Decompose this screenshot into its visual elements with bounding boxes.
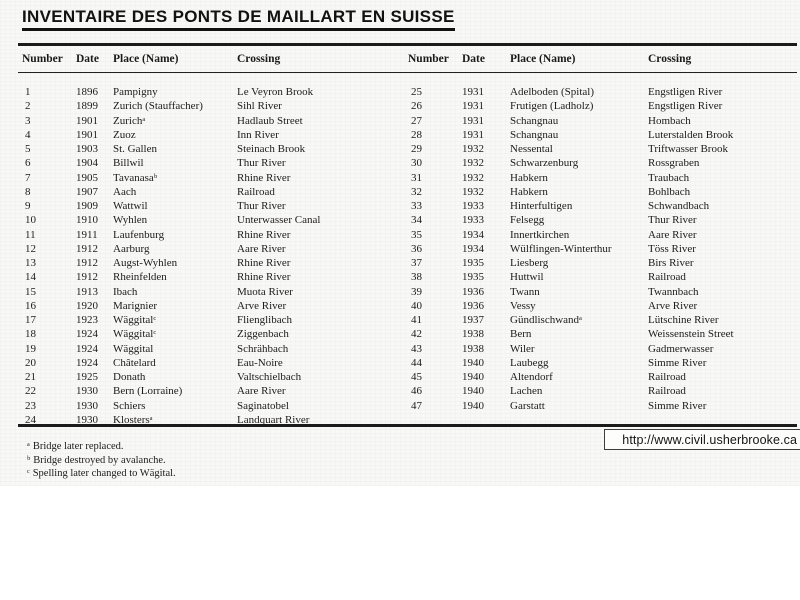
cell-date: 1912 [76,271,98,284]
cell-number: 2 [25,100,31,113]
cell-crossing: Rossgraben [648,157,700,170]
footnote-text: Bridge destroyed by avalanche. [33,454,166,466]
table-row [18,185,404,199]
cell-place: Wäggital [113,342,154,355]
cell-date: 1933 [462,200,484,212]
cell-place: Schiers [113,399,146,412]
cell-date: 1913 [76,285,98,298]
cell-number: 23 [25,399,36,412]
cell-date: 1940 [462,385,484,398]
cell-number: 8 [25,185,31,198]
cell-date: 1931 [462,86,484,98]
cell-number: 12 [25,242,36,255]
table-row [18,142,404,156]
cell-date: 1904 [76,157,98,170]
cell-date: 1924 [76,342,98,355]
cell-crossing: Muota River [237,285,293,298]
cell-place: Marignier [113,299,157,312]
table-row [404,327,797,341]
cell-crossing: Rhine River [237,171,291,184]
cell-place: Aach [113,185,137,198]
cell-number: 22 [25,385,36,398]
cell-place: Adelboden (Spital) [510,86,595,98]
cell-number: 29 [411,143,422,155]
table-row [18,156,404,170]
table-row [18,313,404,327]
table-row [404,270,797,284]
cell-crossing: Rhine River [237,271,291,284]
cell-place: Wülflingen-Winterthur [510,242,612,255]
cell-crossing: Le Veyron Brook [237,86,314,98]
cell-crossing: Inn River [237,128,279,141]
table-header-right-group [404,53,797,65]
cell-date: 1923 [76,314,98,326]
column-header-crossing: Crossing [237,53,281,65]
table-row [18,270,404,284]
cell-place: Wattwil [113,200,148,212]
footnotes [27,440,176,481]
table-row [404,242,797,256]
cell-number: 41 [411,314,422,326]
column-header-date: Date [76,53,99,65]
cell-crossing: Birs River [648,257,694,269]
cell-date: 1930 [76,385,98,398]
cell-crossing: Simme River [648,356,707,369]
table-rows-left [18,85,404,427]
page-title: INVENTAIRE DES PONTS DE MAILLART EN SUISSE [22,7,455,31]
cell-place: Pampigny [113,86,158,98]
cell-date: 1932 [462,171,484,184]
cell-crossing: Twannbach [648,285,699,298]
cell-date: 1920 [76,299,98,312]
table-row [18,285,404,299]
cell-place: Zuoz [113,128,136,141]
cell-date: 1936 [462,285,484,298]
footnote-text: Bridge later replaced. [32,441,124,452]
cell-place: Schwarzenburg [510,157,579,170]
cell-date: 1940 [462,399,484,412]
cell-crossing: Schrähbach [237,342,289,355]
footnote-marker: ᶜ [27,468,30,479]
cell-date: 1935 [462,271,484,284]
cell-number: 24 [25,413,36,426]
table-body [18,73,797,427]
cell-number: 11 [25,228,36,241]
cell-place: Augst-Wyhlen [113,257,178,269]
cell-date: 1938 [462,342,484,355]
cell-number: 44 [411,356,422,369]
cell-date: 1930 [76,399,98,412]
table-row [18,399,404,413]
cell-place: Châtelard [113,356,156,369]
cell-place: Klostersᵃ [113,413,153,426]
source-url-link[interactable]: http://www.civil.usherbrooke.ca [622,432,797,447]
cell-crossing: Rhine River [237,228,291,241]
cell-date: 1925 [76,371,98,383]
cell-crossing: Triftwasser Brook [648,143,728,155]
cell-crossing: Flienglibach [237,314,292,326]
cell-number: 39 [411,285,422,298]
table-row [18,213,404,227]
cell-number: 13 [25,257,36,269]
cell-place: Rheinfelden [113,271,167,284]
cell-date: 1899 [76,100,98,113]
table-row [18,256,404,270]
cell-date: 1911 [76,228,98,241]
cell-place: Ibach [113,285,138,298]
bridge-inventory-table [18,43,797,427]
table-rows-right [404,85,797,413]
cell-date: 1938 [462,328,484,341]
cell-number: 28 [411,128,422,141]
cell-place: St. Gallen [113,143,157,155]
cell-crossing: Arve River [648,299,698,312]
cell-place: Altendorf [510,371,553,383]
cell-number: 43 [411,342,422,355]
cell-place: Zurichᵃ [113,114,146,127]
footnote-marker: ᵇ [27,454,31,466]
cell-place: Aarburg [113,242,150,255]
column-header-place: Place (Name) [113,53,179,65]
table-row [18,114,404,128]
table-row [404,256,797,270]
cell-date: 1934 [462,242,484,255]
table-row [404,85,797,99]
cell-crossing: Weissenstein Street [648,328,734,341]
cell-number: 15 [25,285,36,298]
cell-number: 4 [25,128,31,141]
cell-date: 1931 [462,128,484,141]
cell-date: 1932 [462,185,484,198]
cell-place: Billwil [113,157,144,170]
cell-date: 1912 [76,257,98,269]
cell-crossing: Sihl River [237,100,282,113]
cell-date: 1933 [462,214,484,227]
cell-crossing: Hombach [648,114,691,127]
cell-number: 46 [411,385,422,398]
table-row [18,327,404,341]
cell-number: 25 [411,86,422,98]
cell-crossing: Aare River [648,228,697,241]
cell-place: Bern (Lorraine) [113,385,183,398]
cell-date: 1932 [462,143,484,155]
cell-crossing: Schwandbach [648,200,710,212]
column-header-number: Number [22,53,63,65]
cell-number: 47 [411,399,422,412]
cell-number: 1 [25,86,31,98]
cell-date: 1937 [462,314,484,326]
cell-date: 1912 [76,242,98,255]
cell-place: Habkern [510,185,548,198]
cell-date: 1930 [76,413,98,426]
cell-crossing: Railroad [648,371,686,383]
source-url-box [604,429,800,450]
cell-number: 27 [411,114,422,127]
cell-crossing: Traubach [648,171,690,184]
cell-number: 7 [25,171,31,184]
cell-number: 30 [411,157,422,170]
table-row [404,185,797,199]
cell-number: 6 [25,157,31,170]
cell-place: Frutigen (Ladholz) [510,100,594,113]
table-row [18,384,404,398]
cell-crossing: Bohlbach [648,185,691,198]
cell-number: 42 [411,328,422,341]
table-row [404,299,797,313]
cell-date: 1934 [462,228,484,241]
cell-crossing: Valtschielbach [237,371,302,383]
cell-crossing: Thur River [237,200,286,212]
cell-place: Gündlischwandᵃ [510,314,583,326]
cell-place: Wäggitalᶜ [113,314,157,326]
table-row [18,128,404,142]
cell-number: 10 [25,214,36,227]
cell-place: Garstatt [510,399,545,412]
cell-number: 45 [411,371,422,383]
cell-place: Schangnau [510,114,559,127]
cell-number: 36 [411,242,422,255]
cell-crossing: Aare River [237,242,286,255]
cell-number: 26 [411,100,422,113]
table-row [18,171,404,185]
cell-crossing: Ziggenbach [237,328,289,341]
table-row [404,342,797,356]
table-row [404,142,797,156]
cell-number: 3 [25,114,31,127]
cell-crossing: Thur River [648,214,697,227]
table-row [18,99,404,113]
cell-place: Vessy [510,299,536,312]
cell-place: Wäggitalᶜ [113,328,157,341]
cell-place: Felsegg [510,214,545,227]
cell-place: Habkern [510,171,548,184]
table-row [404,399,797,413]
cell-place: Laubegg [510,356,549,369]
cell-crossing: Töss River [648,242,696,255]
cell-number: 18 [25,328,36,341]
cell-crossing: Hadlaub Street [237,114,303,127]
table-row [18,199,404,213]
cell-place: Innertkirchen [510,228,570,241]
cell-date: 1940 [462,371,484,383]
table-row [404,213,797,227]
cell-place: Wiler [510,342,535,355]
cell-crossing: Landquart River [237,413,310,426]
cell-place: Hinterfultigen [510,200,573,212]
table-row [18,299,404,313]
cell-number: 17 [25,314,36,326]
cell-date: 1909 [76,200,98,212]
cell-number: 16 [25,299,36,312]
footnote-a [27,440,176,454]
cell-number: 9 [25,200,31,212]
cell-number: 33 [411,200,422,212]
cell-date: 1924 [76,328,98,341]
column-header-crossing: Crossing [648,53,692,65]
cell-crossing: Engstligen River [648,86,723,98]
cell-place: Nessental [510,143,553,155]
cell-crossing: Lütschine River [648,314,719,326]
table-row [404,370,797,384]
cell-date: 1931 [462,100,484,113]
cell-date: 1903 [76,143,98,155]
cell-date: 1932 [462,157,484,170]
cell-place: Schangnau [510,128,559,141]
cell-date: 1905 [76,171,98,184]
table-row [18,356,404,370]
cell-number: 40 [411,299,422,312]
cell-crossing: Railroad [648,271,686,284]
cell-number: 14 [25,271,36,284]
footnote-c [27,467,176,481]
cell-crossing: Rhine River [237,257,291,269]
cell-place: Zurich (Stauffacher) [113,100,203,113]
cell-number: 5 [25,143,31,155]
cell-crossing: Steinach Brook [237,143,306,155]
cell-crossing: Gadmerwasser [648,342,714,355]
cell-place: Laufenburg [113,228,165,241]
footnote-text: Spelling later changed to Wägital. [32,468,176,479]
cell-crossing: Railroad [648,385,686,398]
cell-place: Huttwil [510,271,544,284]
table-row [404,356,797,370]
cell-number: 32 [411,185,422,198]
cell-place: Liesberg [510,257,549,269]
table-row [404,156,797,170]
table-row [404,114,797,128]
cell-number: 34 [411,214,422,227]
table-row [18,413,404,427]
table-row [404,228,797,242]
cell-place: Twann [510,285,540,298]
table-row [404,313,797,327]
cell-date: 1940 [462,356,484,369]
cell-number: 19 [25,342,36,355]
cell-crossing: Engstligen River [648,100,723,113]
cell-date: 1901 [76,114,98,127]
cell-date: 1896 [76,86,98,98]
cell-date: 1910 [76,214,98,227]
table-header-left-group [18,53,404,65]
cell-place: Bern [510,328,532,341]
cell-place: Tavanasaᵇ [113,171,158,184]
cell-crossing: Luterstalden Brook [648,128,734,141]
table-header-row [18,46,797,73]
table-row [18,342,404,356]
cell-crossing: Simme River [648,399,707,412]
column-header-number: Number [408,53,449,65]
cell-number: 37 [411,257,422,269]
cell-number: 21 [25,371,36,383]
cell-place: Donath [113,371,146,383]
cell-crossing: Aare River [237,385,286,398]
cell-number: 20 [25,356,36,369]
table-row [404,384,797,398]
column-header-place: Place (Name) [510,53,576,65]
cell-place: Lachen [510,385,543,398]
cell-crossing: Unterwasser Canal [237,214,321,227]
footnote-marker: ᵃ [27,441,30,452]
cell-date: 1901 [76,128,98,141]
cell-crossing: Arve River [237,299,287,312]
table-row [18,370,404,384]
table-row [404,171,797,185]
cell-date: 1924 [76,356,98,369]
table-row [404,199,797,213]
table-row [404,285,797,299]
cell-crossing: Eau-Noire [237,356,283,369]
column-header-date: Date [462,53,485,65]
cell-crossing: Saginatobel [237,399,289,412]
cell-number: 38 [411,271,422,284]
cell-date: 1935 [462,257,484,269]
cell-crossing: Railroad [237,185,275,198]
table-row [18,242,404,256]
table-row [18,85,404,99]
table-row [404,128,797,142]
cell-crossing: Thur River [237,157,286,170]
cell-date: 1936 [462,299,484,312]
cell-number: 35 [411,228,422,241]
cell-place: Wyhlen [113,214,148,227]
table-row [18,228,404,242]
table-row [404,99,797,113]
cell-date: 1907 [76,185,98,198]
cell-number: 31 [411,171,422,184]
footnote-b [27,454,176,468]
cell-date: 1931 [462,114,484,127]
